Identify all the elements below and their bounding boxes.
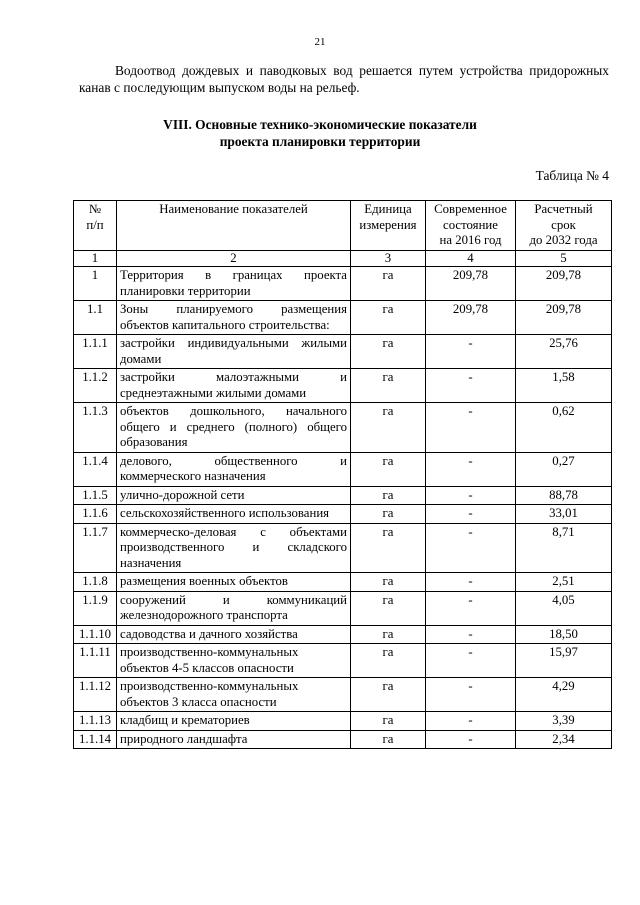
row-unit: га — [351, 712, 426, 731]
row-num: 1.1.7 — [74, 523, 117, 573]
table-row — [74, 486, 612, 505]
section-title-line-2: проекта планировки территории — [219, 134, 421, 149]
column-number: 2 — [117, 250, 351, 267]
table-row — [74, 591, 612, 625]
row-num: 1.1.8 — [74, 573, 117, 592]
row-name: Зоны планируемого размещения объектов капитального строительства: — [117, 301, 351, 335]
row-unit: га — [351, 730, 426, 749]
header-planned-line-2: срок — [551, 217, 576, 232]
row-num: 1.1.4 — [74, 452, 117, 486]
row-planned: 2,51 — [516, 573, 612, 592]
table-row — [74, 730, 612, 749]
row-name: сельскохозяйственного использования — [117, 505, 351, 524]
row-current: - — [426, 505, 516, 524]
row-current: - — [426, 591, 516, 625]
header-planned-line-1: Расчетный — [534, 202, 593, 216]
row-current: - — [426, 335, 516, 369]
row-name: производственно-коммунальных объектов 3 класса опасности — [117, 678, 351, 712]
table-row — [74, 505, 612, 524]
row-num: 1.1.1 — [74, 335, 117, 369]
page-number: 21 — [314, 36, 326, 48]
row-unit: га — [351, 573, 426, 592]
row-planned: 0,27 — [516, 452, 612, 486]
column-number: 5 — [516, 250, 612, 267]
section-title-line-1: VIII. Основные технико-экономические показатели — [163, 117, 477, 132]
row-num: 1.1.3 — [74, 403, 117, 453]
row-num: 1.1 — [74, 301, 117, 335]
column-number: 3 — [351, 250, 426, 267]
header-current — [426, 201, 516, 251]
column-number: 1 — [74, 250, 117, 267]
row-unit: га — [351, 625, 426, 644]
row-unit: га — [351, 486, 426, 505]
row-current: - — [426, 486, 516, 505]
table-row — [74, 573, 612, 592]
row-unit: га — [351, 452, 426, 486]
row-planned: 4,05 — [516, 591, 612, 625]
header-name — [117, 201, 351, 251]
table-caption: Таблица № 4 — [535, 168, 609, 183]
row-planned: 15,97 — [516, 644, 612, 678]
row-current: - — [426, 730, 516, 749]
header-planned — [516, 201, 612, 251]
row-planned: 2,34 — [516, 730, 612, 749]
row-unit: га — [351, 369, 426, 403]
row-unit: га — [351, 523, 426, 573]
row-unit: га — [351, 678, 426, 712]
header-unit-line-1: Единица — [364, 202, 412, 216]
row-name: Территория в границах проекта планировки территории — [117, 267, 351, 301]
table-row — [74, 625, 612, 644]
row-num: 1.1.14 — [74, 730, 117, 749]
header-num-line-2: п/п — [86, 217, 104, 232]
row-planned: 8,71 — [516, 523, 612, 573]
table-body — [74, 267, 612, 749]
table-row — [74, 712, 612, 731]
row-planned: 18,50 — [516, 625, 612, 644]
row-current: 209,78 — [426, 301, 516, 335]
row-unit: га — [351, 335, 426, 369]
row-name: объектов дошкольного, начального общего и среднего (полного) общего образования — [117, 403, 351, 453]
row-num: 1 — [74, 267, 117, 301]
table-row — [74, 335, 612, 369]
row-current: - — [426, 523, 516, 573]
row-num: 1.1.9 — [74, 591, 117, 625]
row-name: природного ландшафта — [117, 730, 351, 749]
row-current: - — [426, 403, 516, 453]
header-unit — [351, 201, 426, 251]
row-planned: 209,78 — [516, 301, 612, 335]
row-num: 1.1.10 — [74, 625, 117, 644]
row-planned: 0,62 — [516, 403, 612, 453]
row-current: - — [426, 369, 516, 403]
row-current: - — [426, 644, 516, 678]
row-current: - — [426, 573, 516, 592]
row-planned: 1,58 — [516, 369, 612, 403]
row-current: - — [426, 678, 516, 712]
header-num-line-1: № — [88, 202, 102, 216]
row-name: кладбищ и крематориев — [117, 712, 351, 731]
header-num — [74, 201, 117, 251]
table-header-row — [74, 201, 612, 251]
row-unit: га — [351, 505, 426, 524]
row-current: 209,78 — [426, 267, 516, 301]
row-planned: 4,29 — [516, 678, 612, 712]
row-unit: га — [351, 644, 426, 678]
section-title — [0, 116, 640, 150]
row-num: 1.1.5 — [74, 486, 117, 505]
row-planned: 33,01 — [516, 505, 612, 524]
table-row — [74, 452, 612, 486]
row-unit: га — [351, 301, 426, 335]
row-name: производственно-коммунальных объектов 4-5 классов опасности — [117, 644, 351, 678]
row-name: размещения военных объектов — [117, 573, 351, 592]
column-number: 4 — [426, 250, 516, 267]
row-num: 1.1.6 — [74, 505, 117, 524]
table-row — [74, 267, 612, 301]
row-name: садоводства и дачного хозяйства — [117, 625, 351, 644]
row-name: улично-дорожной сети — [117, 486, 351, 505]
row-unit: га — [351, 591, 426, 625]
row-planned: 88,78 — [516, 486, 612, 505]
row-num: 1.1.13 — [74, 712, 117, 731]
row-name: застройки индивидуальными жилыми домами — [117, 335, 351, 369]
header-name-text: Наименование показателей — [159, 202, 308, 216]
row-current: - — [426, 712, 516, 731]
row-planned: 3,39 — [516, 712, 612, 731]
header-unit-line-2: измерения — [359, 217, 417, 232]
intro-paragraph: Водоотвод дождевых и паводковых вод решается путем устройства придорожных канав с последующим выпуском воды на рельеф. — [79, 63, 609, 95]
row-name: коммерческо-деловая с объектами производственного и складского назначения — [117, 523, 351, 573]
table-row — [74, 301, 612, 335]
table-row — [74, 403, 612, 453]
row-unit: га — [351, 403, 426, 453]
table-row — [74, 523, 612, 573]
row-planned: 25,76 — [516, 335, 612, 369]
row-name: застройки малоэтажными и среднеэтажными жилыми домами — [117, 369, 351, 403]
header-current-line-1: Современное — [434, 202, 507, 216]
row-num: 1.1.12 — [74, 678, 117, 712]
table-row — [74, 678, 612, 712]
row-current: - — [426, 625, 516, 644]
row-unit: га — [351, 267, 426, 301]
header-current-line-3: на 2016 год — [439, 233, 502, 247]
indicators-table — [73, 200, 612, 749]
row-num: 1.1.2 — [74, 369, 117, 403]
column-number-row — [74, 250, 612, 267]
header-current-line-2: состояние — [443, 217, 498, 232]
row-current: - — [426, 452, 516, 486]
header-planned-line-3: до 2032 года — [529, 233, 598, 247]
row-name: сооружений и коммуникаций железнодорожного транспорта — [117, 591, 351, 625]
row-planned: 209,78 — [516, 267, 612, 301]
row-name: делового, общественного и коммерческого назначения — [117, 452, 351, 486]
table-row — [74, 369, 612, 403]
row-num: 1.1.11 — [74, 644, 117, 678]
table-row — [74, 644, 612, 678]
